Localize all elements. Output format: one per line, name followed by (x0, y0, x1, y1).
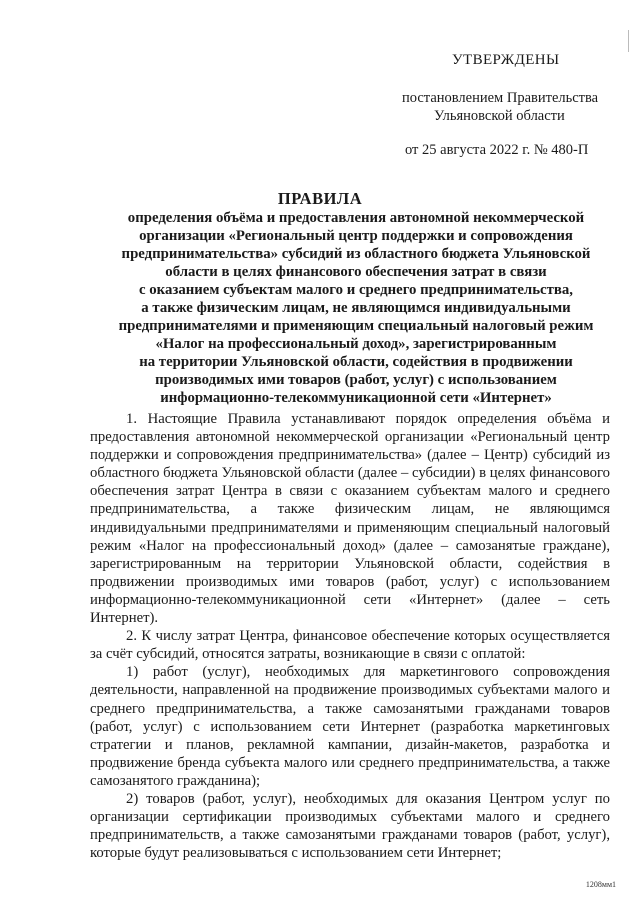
subtitle-line: а также физическим лицам, не являющимся индивидуальными (141, 300, 571, 316)
approval-line-2: Ульяновской области (434, 108, 565, 124)
subtitle-line: информационно-телекоммуникационной сети «Интернет» (160, 390, 552, 406)
subtitle-line: «Налог на профессиональный доход», зарегистрированным (155, 336, 557, 352)
subtitle-line: предпринимателями и применяющим специальный налоговый режим (118, 318, 594, 334)
document-subtitle (108, 209, 604, 407)
subtitle-line: организации «Региональный центр поддержки и сопровождения (139, 228, 573, 244)
subtitle-line: предпринимательства» субсидий из областного бюджета Ульяновской (121, 246, 591, 262)
subtitle-line: на территории Ульяновской области, содействия в продвижении (139, 354, 573, 370)
subtitle-line: производимых ими товаров (работ, услуг) с использованием (155, 372, 557, 388)
approval-title: УТВЕРЖДЕНЫ (452, 52, 560, 68)
document-title: ПРАВИЛА (277, 189, 363, 208)
approval-line-1: постановлением Правительства (402, 90, 599, 106)
paragraph-1: 1. Настоящие Правила устанавливают порядок определения объёма и предоставления автономной некоммерческой организации «Региональный центр поддержки и сопровождения предпринимательства» (далее – Центр) субсидий из областного бюджета Ульяновской области (далее – субсидии) в целях финансового обеспечения затрат Центра в связи с оказанием субъектам малого и среднего предпринимательства, а также физическим лицам, не являющимся индивидуальными предпринимателями и применяющим специальный налоговый режим «Налог на профессиональный доход» (далее – самозанятые граждане), зарегистрированным на территории Ульяновской области, содействия в продвижении производимых ими товаров (работ, услуг) с использованием информационно-телекоммуникационной сети «Интернет» (далее – сеть Интернет). (90, 411, 610, 627)
document-body (90, 410, 610, 862)
approval-date: от 25 августа 2022 г. № 480-П (405, 142, 589, 158)
paragraph-2-item-2: 2) товаров (работ, услуг), необходимых для оказания Центром услуг по организации сертификации производимых субъектами малого и среднего предпринимательств, а также самозанятыми гражданами товаров (работ, услуг), которые будут реализовываться с использованием сети Интернет; (90, 790, 610, 862)
paragraph-2-item-1: 1) работ (услуг), необходимых для маркетингового сопровождения деятельности, направленной на продвижение производимых субъектами малого и среднего предпринимательства, а также самозанятыми гражданами товаров (работ, услуг) с использованием сети Интернет (разработка маркетинговых стратегии и планов, рекламной кампании, дизайн-макетов, разработка и продвижение бренда субъекта малого или среднего предпринимательства, а также самозанятого гражданина); (90, 664, 610, 789)
subtitle-line: определения объёма и предоставления автономной некоммерческой (127, 210, 585, 226)
subtitle-line: с оказанием субъектам малого и среднего предпринимательства, (139, 282, 573, 298)
margin-mark (628, 30, 629, 52)
paragraph-2: 2. К числу затрат Центра, финансовое обеспечение которых осуществляется за счёт субсидий, относятся затраты, возникающие в связи с оплатой: (90, 628, 610, 663)
document-code: 1208мм1 (585, 880, 616, 889)
subtitle-line: области в целях финансового обеспечения затрат в связи (165, 264, 547, 280)
